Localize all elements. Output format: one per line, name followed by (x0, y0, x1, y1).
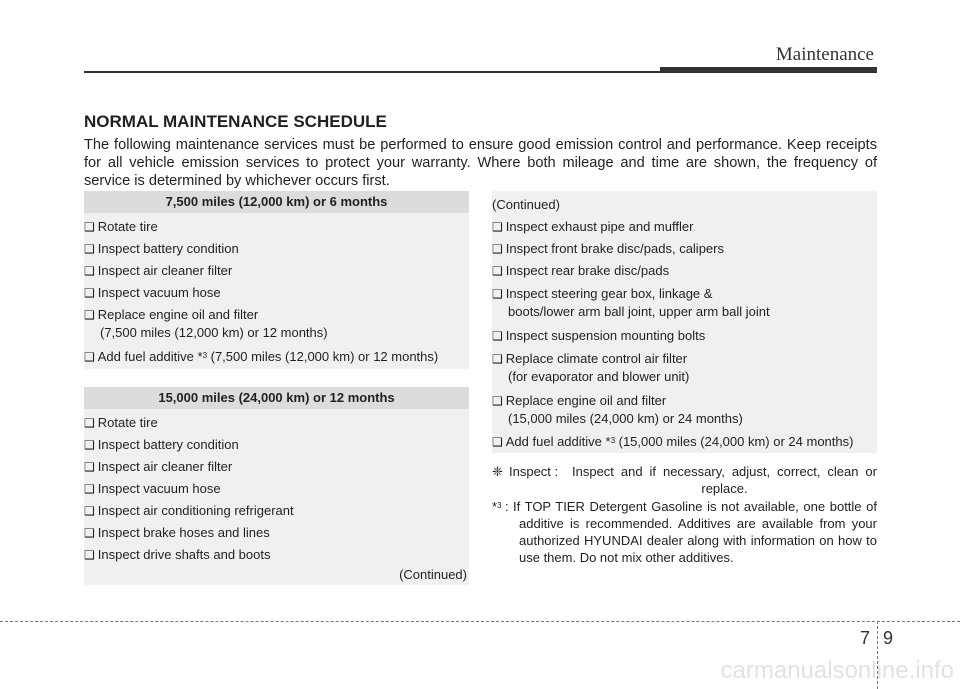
checklist-item (84, 240, 239, 258)
footnote-number: 3 (497, 501, 502, 510)
note-label: Inspect : (509, 464, 559, 479)
schedule-box-7500 (84, 191, 469, 369)
item-text: Add fuel additive * (97, 349, 203, 364)
item-text: (7,500 miles (12,000 km) or 12 months) (207, 349, 439, 364)
item-text: Inspect drive shafts and boots (97, 547, 271, 562)
inspect-note (492, 463, 877, 497)
chapter-number: 7 (860, 628, 871, 648)
footnote-marker: 3 (202, 351, 208, 360)
checklist-item (84, 546, 270, 564)
item-subtext: boots/lower arm ball joint, upper arm ball joint (508, 304, 770, 319)
page-number: 9 (883, 628, 894, 648)
item-text: Add fuel additive * (505, 434, 611, 449)
item-subtext: (for evaporator and blower unit) (508, 369, 690, 384)
checkbox-icon: ❑ (84, 416, 95, 430)
footnote-star: * (492, 499, 498, 514)
checklist-item (492, 350, 689, 385)
checkbox-icon: ❑ (492, 287, 503, 301)
checklist-item (492, 392, 743, 427)
checklist-item (84, 284, 221, 302)
item-subtext: (7,500 miles (12,000 km) or 12 months) (100, 325, 328, 340)
checkbox-icon: ❑ (492, 352, 503, 366)
checklist-item (84, 524, 270, 542)
checklist-item (84, 348, 438, 366)
header-title: Maintenance (775, 44, 874, 65)
checkbox-icon: ❑ (84, 350, 95, 364)
checklist-item (492, 327, 705, 345)
item-text: Inspect steering gear box, linkage & (505, 286, 713, 301)
watermark: carmanualsonline.info (720, 657, 954, 684)
checklist-item (84, 436, 239, 454)
footer-rule (0, 621, 960, 622)
checkbox-icon: ❑ (492, 220, 503, 234)
item-text: Rotate tire (97, 415, 158, 430)
checkbox-icon: ❑ (84, 308, 95, 322)
checkbox-icon: ❑ (84, 438, 95, 452)
footnote-marker: 3 (610, 436, 616, 445)
checkbox-icon: ❑ (84, 220, 95, 234)
item-text: Inspect rear brake disc/pads (505, 263, 670, 278)
item-text: Inspect suspension mounting bolts (505, 328, 706, 343)
checkbox-icon: ❑ (84, 526, 95, 540)
checkbox-icon: ❑ (492, 242, 503, 256)
checklist-item (492, 285, 770, 320)
intro-paragraph: The following maintenance services must be performed to ensure good emission control and performance. Keep receipts for all vehicle emission services to protect your warranty. Where both mileage and time are shown, the frequency of service is determined by whichever occurs first. (84, 137, 877, 189)
item-text: Replace engine oil and filter (97, 307, 259, 322)
section-title: NORMAL MAINTENANCE SCHEDULE (84, 112, 387, 131)
checkbox-icon: ❑ (492, 435, 503, 449)
item-text: Inspect vacuum hose (97, 481, 221, 496)
continued-label: (Continued) (399, 567, 467, 582)
item-text: (15,000 miles (24,000 km) or 24 months) (615, 434, 854, 449)
schedule-box-continued (492, 191, 877, 453)
item-text: Inspect air conditioning refrigerant (97, 503, 294, 518)
checkbox-icon: ❑ (84, 482, 95, 496)
checklist-item (84, 306, 328, 341)
checkbox-icon: ❑ (84, 548, 95, 562)
checklist-item (492, 218, 693, 236)
item-text: Inspect battery condition (97, 241, 239, 256)
box-heading: 7,500 miles (12,000 km) or 6 months (84, 191, 469, 213)
footnote-3 (492, 498, 877, 566)
item-text: Inspect air cleaner filter (97, 459, 233, 474)
item-text: Inspect front brake disc/pads, calipers (505, 241, 724, 256)
footnote-marker (492, 498, 502, 515)
schedule-box-15000 (84, 387, 469, 585)
item-subtext: (15,000 miles (24,000 km) or 24 months) (508, 411, 743, 426)
header-bar (660, 67, 877, 73)
note-text: Inspect and if necessary, adjust, correct, clean or replace. (572, 464, 877, 496)
footnote-colon: : (505, 499, 509, 514)
header-rule (84, 71, 664, 73)
checkbox-icon: ❑ (492, 394, 503, 408)
item-text: Inspect brake hoses and lines (97, 525, 270, 540)
checklist-item (492, 240, 724, 258)
item-text: Inspect vacuum hose (97, 285, 221, 300)
item-text: Rotate tire (97, 219, 158, 234)
box-heading: 15,000 miles (24,000 km) or 12 months (84, 387, 469, 409)
note-symbol: ❈ (492, 464, 503, 479)
item-text: Inspect exhaust pipe and muffler (505, 219, 694, 234)
checklist-item (84, 262, 232, 280)
item-text: Replace climate control air filter (505, 351, 688, 366)
checkbox-icon: ❑ (84, 242, 95, 256)
checkbox-icon: ❑ (492, 329, 503, 343)
checklist-item (84, 414, 158, 432)
checkbox-icon: ❑ (84, 286, 95, 300)
checklist-item (84, 480, 221, 498)
continued-label: (Continued) (492, 197, 560, 212)
checkbox-icon: ❑ (84, 504, 95, 518)
checklist-item (84, 218, 158, 236)
checklist-item (84, 458, 232, 476)
checklist-item (492, 433, 853, 451)
checklist-item (492, 262, 669, 280)
footnote-text: If TOP TIER Detergent Gasoline is not available, one bottle of additive is recommended. Additives are available from your authorized HYUNDAI dealer along with information on how to use them. Do not mix other additives. (513, 499, 877, 565)
checklist-item (84, 502, 294, 520)
item-text: Inspect battery condition (97, 437, 239, 452)
checkbox-icon: ❑ (492, 264, 503, 278)
checkbox-icon: ❑ (84, 460, 95, 474)
item-text: Replace engine oil and filter (505, 393, 667, 408)
item-text: Inspect air cleaner filter (97, 263, 233, 278)
checkbox-icon: ❑ (84, 264, 95, 278)
